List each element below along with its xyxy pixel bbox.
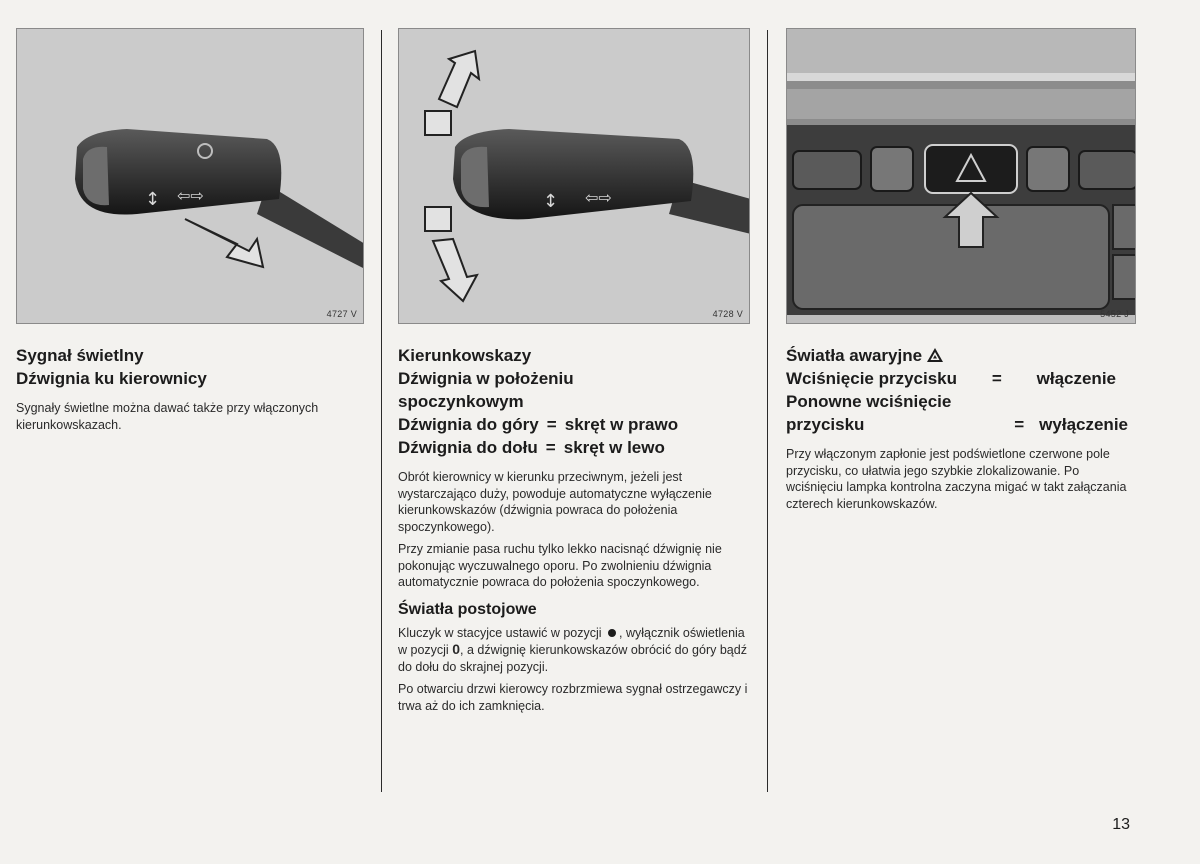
section-text: Przy włączonym zapłonie jest podświetlone czerwone pole przycisku, co ułatwia jego szybkie zlokalizowanie. Po wciśnięciu lampka kontrolna zaczyna migać w takt załączania czterech kierunkowskazów. [786, 447, 1127, 511]
figure-turn-signals [398, 28, 750, 324]
section-title: Kierunkowskazy [398, 346, 532, 365]
key-position-dot-icon [608, 629, 616, 637]
figure-code: 4727 V [326, 309, 357, 319]
press-result: włączenie [1036, 369, 1116, 388]
subsection-title: Światła postojowe [398, 600, 537, 618]
repress-result: wyłączenie [1039, 415, 1128, 434]
column-2 [398, 28, 750, 714]
column-3 [786, 28, 1136, 512]
text-fragment: , a dźwignię kierunkowskazów obrócić do góry bądź do dołu do skrajnej pozycji. [398, 643, 747, 674]
equals-sign: = [1014, 415, 1025, 434]
stalk-illustration [17, 29, 364, 324]
figure-headlight-flasher [16, 28, 364, 324]
figure-hazard-button [786, 28, 1136, 324]
lever-up-row [398, 413, 750, 436]
press-label: Wciśnięcie przycisku [786, 369, 958, 388]
section-line: Dźwignia w położeniu [398, 369, 574, 388]
press-row [786, 367, 1116, 390]
section-line: Ponowne wciśnięcie [786, 392, 952, 411]
figure-code: 4728 V [712, 309, 743, 319]
lever-up-result: skręt w prawo [564, 415, 679, 434]
lever-up-label: Dźwignia do góry [398, 415, 539, 434]
text-fragment: Kluczyk w stacyjce ustawić w pozycji [398, 625, 602, 640]
stalk-illustration [399, 29, 750, 324]
column-divider-1 [381, 30, 382, 792]
svg-text:⇦⇨: ⇦⇨ [177, 186, 204, 205]
section-line: spoczynkowym [398, 392, 524, 411]
equals-sign: = [991, 369, 1002, 388]
hazard-warning-icon [926, 347, 944, 363]
svg-text:⇦⇨: ⇦⇨ [585, 188, 612, 207]
equals-sign: = [546, 415, 557, 434]
paragraph-parking-lights [398, 625, 750, 676]
section-title [786, 344, 1136, 367]
switch-position-zero: 0 [452, 641, 460, 657]
lever-down-label: Dźwignia do dołu [398, 438, 538, 457]
column-1 [16, 28, 364, 433]
section-text: Sygnały świetlne można dawać także przy włączonych kierunkowskazach. [16, 401, 319, 432]
section-title: Sygnał świetlny [16, 346, 144, 365]
svg-text:↕: ↕ [543, 191, 559, 212]
svg-text:↕: ↕ [145, 189, 161, 210]
text-fragment: , wyłącznik oświetlenia w pozycji [398, 625, 745, 657]
figure-code: 5452 J [1100, 309, 1129, 319]
repress-row [786, 413, 1128, 436]
paragraph: Po otwarciu drzwi kierowcy rozbrzmiewa sygnał ostrzegawczy i trwa aż do ich zamknięcia. [398, 682, 748, 713]
column-divider-2 [767, 30, 768, 792]
title-text: Światła awaryjne [786, 346, 923, 365]
dashboard-illustration [787, 29, 1136, 324]
equals-sign: = [545, 438, 556, 457]
paragraph: Przy zmianie pasa ruchu tylko lekko nacisnąć dźwignię nie pokonując wyczuwalnego oporu. Po zwolnieniu dźwignia automatycznie powraca do położenia spoczynkowego. [398, 542, 722, 589]
page-number: 13 [1112, 816, 1130, 833]
lever-down-row [398, 436, 750, 459]
lever-down-result: skręt w lewo [563, 438, 665, 457]
paragraph: Obrót kierownicy w kierunku przeciwnym, jeżeli jest wystarczająco duży, powoduje automatyczne wyłączenie kierunkowskazów (dźwignia powraca do położenia spoczynkowego). [398, 470, 712, 534]
repress-label: przycisku [786, 415, 865, 434]
section-subtitle: Dźwignia ku kierownicy [16, 369, 207, 388]
